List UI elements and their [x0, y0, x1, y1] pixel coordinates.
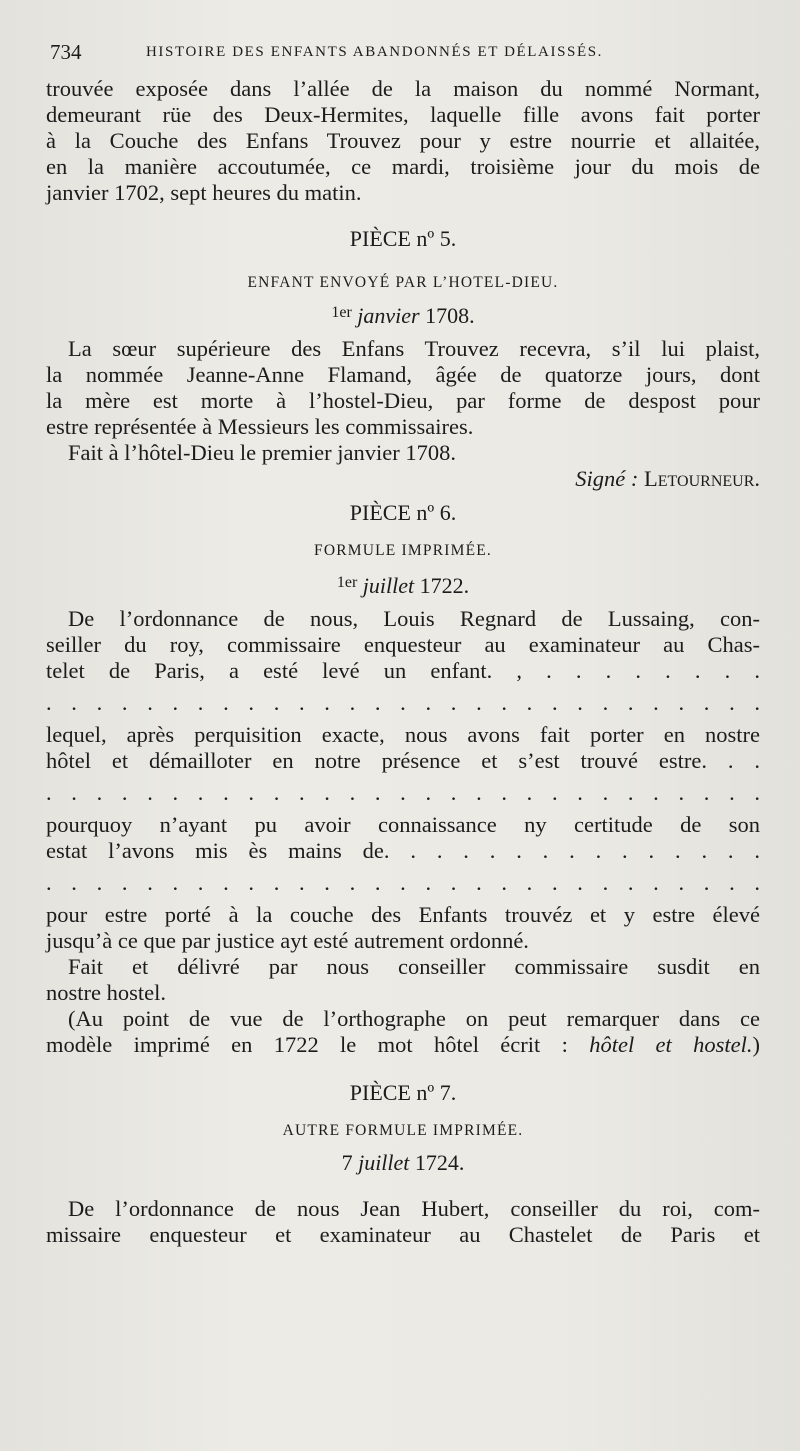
dotted-line: . . . . . . . . . . . . . . . . . . . . . . . . . . . . .	[46, 690, 760, 715]
text-line: De l’ordonnance de nous, Louis Regnard de Lussaing, con-	[68, 606, 760, 631]
section-subheading: FORMULE IMPRIMÉE.	[314, 542, 492, 559]
running-head: HISTOIRE DES ENFANTS ABANDONNÉS ET DÉLAISSÉS.	[146, 44, 604, 60]
text-line: trouvée exposée dans l’allée de la maison du nommé Normant,	[46, 76, 760, 101]
text-line: hôtel et démailloter en notre présence et s’est trouvé estre. . .	[46, 748, 760, 773]
section-subheading: AUTRE FORMULE IMPRIMÉE.	[282, 1122, 524, 1139]
text-line: telet de Paris, a esté levé un enfant. , . . . . . . . .	[46, 658, 760, 683]
text-line: Fait et délivré par nous conseiller commissaire susdit en	[68, 954, 760, 979]
body-text	[46, 76, 760, 1248]
signature-line: Signé : Letourneur.	[575, 466, 760, 491]
text-line: Fait à l’hôtel-Dieu le premier janvier 1708.	[68, 440, 456, 465]
text-line: La sœur supérieure des Enfans Trouvez recevra, s’il lui plaist,	[68, 336, 760, 361]
text-line: modèle imprimé en 1722 le mot hôtel écrit : hôtel et hostel.)	[46, 1032, 760, 1057]
text-line: estat l’avons mis ès mains de. . . . . . . . . . . . . . .	[46, 838, 760, 863]
text-line: lequel, après perquisition exacte, nous avons fait porter en nostre	[46, 722, 760, 747]
text-line: en la manière accoutumée, ce mardi, troisième jour du mois de	[46, 154, 760, 179]
text-line: la nommée Jeanne-Anne Flamand, âgée de quatorze jours, dont	[46, 362, 760, 387]
section-date: $^{1er}$ juillet 1722.	[336, 573, 470, 598]
text-line: à la Couche des Enfans Trouvez pour y estre nourrie et allaitée,	[46, 128, 760, 153]
section-date: 7 juillet 1724.	[341, 1150, 465, 1175]
section-heading-piece-7: PIÈCE nº 7.	[349, 1080, 457, 1105]
text-line: De l’ordonnance de nous Jean Hubert, conseiller du roi, com-	[68, 1196, 760, 1221]
page-number: 734	[50, 40, 82, 64]
text-line: estre représentée à Messieurs les commissaires.	[46, 414, 474, 439]
section-subheading: ENFANT ENVOYÉ PAR L’HOTEL-DIEU.	[247, 274, 559, 291]
text-line: pour estre porté à la couche des Enfants trouvéz et y estre élevé	[46, 902, 760, 927]
text-line: jusqu’à ce que par justice ayt esté autrement ordonné.	[46, 928, 529, 953]
text-line: la mère est morte à l’hostel-Dieu, par forme de despost pour	[46, 388, 760, 413]
section-heading-piece-5: PIÈCE nº 5.	[349, 226, 457, 251]
page-header	[46, 40, 760, 72]
text-line: seiller du roy, commissaire enquesteur au examinateur au Chas-	[46, 632, 760, 657]
section-heading-piece-6: PIÈCE nº 6.	[349, 500, 457, 525]
text-line: demeurant rüe des Deux-Hermites, laquelle fille avons fait porter	[46, 102, 760, 127]
text-line: (Au point de vue de l’orthographe on peut remarquer dans ce	[68, 1006, 760, 1031]
text-line: janvier 1702, sept heures du matin.	[46, 180, 362, 205]
text-line: nostre hostel.	[46, 980, 166, 1005]
dotted-line: . . . . . . . . . . . . . . . . . . . . . . . . . . . . .	[46, 870, 760, 895]
text-line: pourquoy n’ayant pu avoir connaissance ny certitude de son	[46, 812, 760, 837]
dotted-line: . . . . . . . . . . . . . . . . . . . . . . . . . . . . .	[46, 780, 760, 805]
section-date: $^{1er}$ janvier 1708.	[331, 303, 475, 328]
text-line: missaire enquesteur et examinateur au Chastelet de Paris et	[46, 1222, 760, 1247]
